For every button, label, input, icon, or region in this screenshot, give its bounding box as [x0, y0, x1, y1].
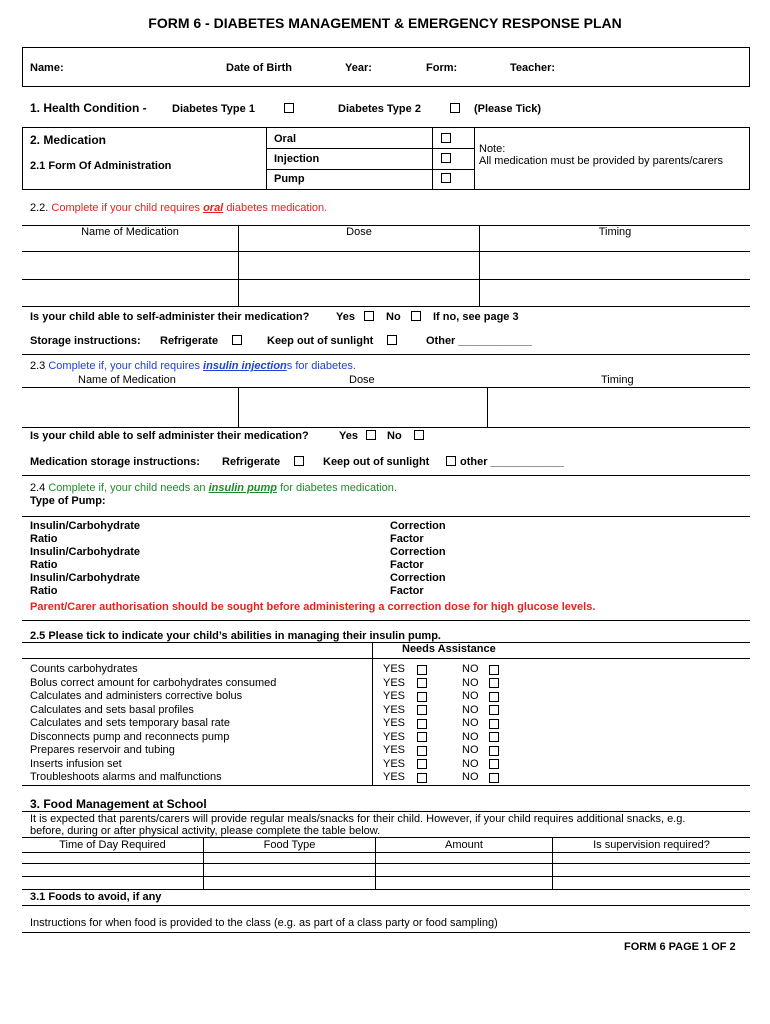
list-item: Bolus correct amount for carbohydrates consumed	[30, 676, 277, 689]
food-cell[interactable]	[22, 864, 204, 877]
oral-keep-out-label: Keep out of sunlight	[267, 335, 374, 347]
injection-no-checkbox[interactable]	[414, 430, 424, 440]
oral-no-checkbox[interactable]	[411, 311, 421, 321]
ability-yes-checkbox[interactable]	[417, 732, 427, 742]
food-table	[22, 837, 750, 890]
medication-option-injection: Injection	[274, 153, 320, 165]
diabetes-type2-checkbox[interactable]	[450, 103, 460, 113]
injection-section-heading: 2.3 Complete if, your child requires insulin injections for diabetes.	[30, 360, 356, 372]
oral-self-admin-question: Is your child able to self-administer their medication?	[30, 311, 310, 323]
pump-section-heading: 2.4 Complete if, your child needs an insulin pump for diabetes medication.	[30, 482, 397, 494]
oral-cell[interactable]	[239, 280, 480, 307]
injection-storage-label: Medication storage instructions:	[30, 456, 200, 468]
ability-no-checkbox[interactable]	[489, 719, 499, 729]
note-text: All medication must be provided by parents/carers	[479, 155, 723, 167]
ability-yes-checkbox[interactable]	[417, 678, 427, 688]
health-condition-label: 1. Health Condition -	[30, 101, 147, 115]
oral-refrigerate-label: Refrigerate	[160, 335, 219, 347]
pump-type-label: Type of Pump:	[30, 495, 106, 507]
list-item: Calculates and sets temporary basal rate	[30, 717, 230, 729]
oral-storage-label: Storage instructions:	[30, 335, 141, 347]
please-tick-note: (Please Tick)	[474, 103, 542, 115]
injection-keep-out-label: Keep out of sunlight	[323, 456, 430, 468]
food-cell[interactable]	[204, 853, 376, 864]
ability-yes-checkbox[interactable]	[417, 759, 427, 769]
authorisation-warning: Parent/Carer authorisation should be sought before administering a correction dose for high glucose levels.	[30, 601, 596, 613]
oral-no-label: No	[386, 311, 401, 323]
food-instructions-label: Instructions for when food is provided to the class (e.g. as part of a class party or food sampling)	[30, 917, 498, 929]
list-item: Disconnects pump and reconnects pump	[30, 730, 230, 743]
ability-no-checkbox[interactable]	[489, 732, 499, 742]
no-column: NO NO NO NO NO NO NO NO NO	[462, 663, 479, 783]
diabetes-type1-checkbox[interactable]	[284, 103, 294, 113]
medication-option-oral: Oral	[274, 133, 297, 145]
oral-yes-label: Yes	[336, 311, 355, 323]
ability-no-checkbox[interactable]	[489, 665, 499, 675]
food-cell[interactable]	[204, 864, 376, 877]
oral-header-dose: Dose	[239, 226, 480, 252]
list-item: Counts carbohydrates	[30, 663, 138, 675]
student-info-box	[22, 47, 750, 87]
ability-yes-checkbox[interactable]	[417, 719, 427, 729]
injection-keep-out-checkbox[interactable]	[446, 456, 456, 466]
food-cell[interactable]	[553, 853, 751, 864]
page-footer: FORM 6 PAGE 1 OF 2	[624, 941, 736, 953]
oral-cell[interactable]	[480, 280, 751, 307]
injection-medication-table	[22, 387, 750, 428]
ability-no-checkbox[interactable]	[489, 705, 499, 715]
food-intro-line1: It is expected that parents/carers will provide regular meals/snacks for their child. However, if your child requires additional snacks, e.g.	[30, 813, 686, 825]
injection-yes-checkbox[interactable]	[366, 430, 376, 440]
injection-refrigerate-checkbox[interactable]	[294, 456, 304, 466]
food-header-supervision: Is supervision required?	[553, 838, 751, 853]
food-cell[interactable]	[376, 853, 553, 864]
food-header-amount: Amount	[376, 838, 553, 853]
abilities-heading: 2.5 Please tick to indicate your child’s abilities in managing their insulin pump.	[30, 630, 441, 642]
abilities-list	[30, 663, 276, 785]
food-heading: 3. Food Management at School	[30, 797, 207, 811]
oral-cell[interactable]	[22, 252, 239, 280]
ratio-labels: Insulin/Carbohydrate Ratio Insulin/Carbohydrate Ratio Insulin/Carbohydrate Ratio	[30, 520, 141, 597]
ability-yes-checkbox[interactable]	[417, 692, 427, 702]
oral-header-name: Name of Medication	[22, 226, 239, 252]
oral-keep-out-checkbox[interactable]	[387, 335, 397, 345]
list-item: Troubleshoots alarms and malfunctions	[30, 771, 222, 783]
ability-no-checkbox[interactable]	[489, 773, 499, 783]
injection-cell[interactable]	[239, 388, 488, 428]
list-item: Prepares reservoir and tubing	[30, 744, 175, 756]
food-cell[interactable]	[553, 877, 751, 890]
ability-no-checkbox[interactable]	[489, 692, 499, 702]
injection-header-dose: Dose	[349, 374, 375, 386]
injection-header-timing: Timing	[601, 374, 634, 386]
oral-section-heading: 2.2. Complete if your child requires oral diabetes medication.	[30, 202, 328, 214]
pump-checkbox[interactable]	[441, 173, 451, 183]
ability-yes-checkbox[interactable]	[417, 773, 427, 783]
injection-header-name: Name of Medication	[78, 374, 176, 386]
yes-column: YES YES YES YES YES YES YES YES YES	[383, 663, 406, 783]
injection-self-admin-question: Is your child able to self administer their medication?	[30, 430, 309, 442]
medication-heading: 2. Medication	[30, 133, 107, 147]
food-header-type: Food Type	[204, 838, 376, 853]
injection-other-field[interactable]: other ____________	[460, 456, 564, 468]
oral-cell[interactable]	[239, 252, 480, 280]
note-label: Note:	[479, 143, 506, 155]
medication-option-pump: Pump	[274, 173, 305, 185]
form-title: FORM 6 - DIABETES MANAGEMENT & EMERGENCY RESPONSE PLAN	[148, 15, 622, 31]
injection-yes-label: Yes	[339, 430, 358, 442]
oral-header-timing: Timing	[480, 226, 751, 252]
oral-other-field[interactable]: Other ____________	[426, 335, 532, 347]
oral-medication-table	[22, 225, 750, 307]
injection-no-label: No	[387, 430, 402, 442]
oral-if-no-note: If no, see page 3	[433, 311, 519, 323]
ability-no-checkbox[interactable]	[489, 759, 499, 769]
diabetes-type2-label: Diabetes Type 2	[338, 103, 421, 115]
food-cell[interactable]	[22, 853, 204, 864]
year-label: Year:	[345, 62, 372, 74]
ability-no-checkbox[interactable]	[489, 678, 499, 688]
teacher-label: Teacher:	[510, 62, 556, 74]
injection-cell[interactable]	[22, 388, 239, 428]
ability-no-checkbox[interactable]	[489, 746, 499, 756]
list-item: Inserts infusion set	[30, 757, 122, 770]
injection-cell[interactable]	[488, 388, 751, 428]
food-cell[interactable]	[204, 877, 376, 890]
name-label: Name:	[30, 62, 64, 74]
food-cell[interactable]	[376, 877, 553, 890]
oral-yes-checkbox[interactable]	[364, 311, 374, 321]
list-item: Calculates and sets basal profiles	[30, 703, 194, 716]
ability-yes-checkbox[interactable]	[417, 705, 427, 715]
food-cell[interactable]	[553, 864, 751, 877]
oral-refrigerate-checkbox[interactable]	[232, 335, 242, 345]
form-of-administration-label: 2.1 Form Of Administration	[30, 160, 172, 172]
ability-yes-checkbox[interactable]	[417, 746, 427, 756]
oral-checkbox[interactable]	[441, 133, 451, 143]
food-intro-line2: before, during or after physical activity, please complete the table below.	[30, 825, 381, 837]
diabetes-type1-label: Diabetes Type 1	[172, 103, 255, 115]
dob-label: Date of Birth	[226, 62, 292, 74]
needs-assistance-label: Needs Assistance	[402, 643, 496, 655]
injection-refrigerate-label: Refrigerate	[222, 456, 281, 468]
food-cell[interactable]	[22, 877, 204, 890]
ability-yes-checkbox[interactable]	[417, 665, 427, 675]
oral-cell[interactable]	[480, 252, 751, 280]
form-label: Form:	[426, 62, 458, 74]
foods-to-avoid-heading: 3.1 Foods to avoid, if any	[30, 891, 162, 903]
list-item: Calculates and administers corrective bolus	[30, 690, 243, 702]
oral-cell[interactable]	[22, 280, 239, 307]
food-header-time: Time of Day Required	[22, 838, 204, 853]
correction-labels: Correction Factor Correction Factor Correction Factor	[390, 520, 446, 597]
food-cell[interactable]	[376, 864, 553, 877]
injection-checkbox[interactable]	[441, 153, 451, 163]
